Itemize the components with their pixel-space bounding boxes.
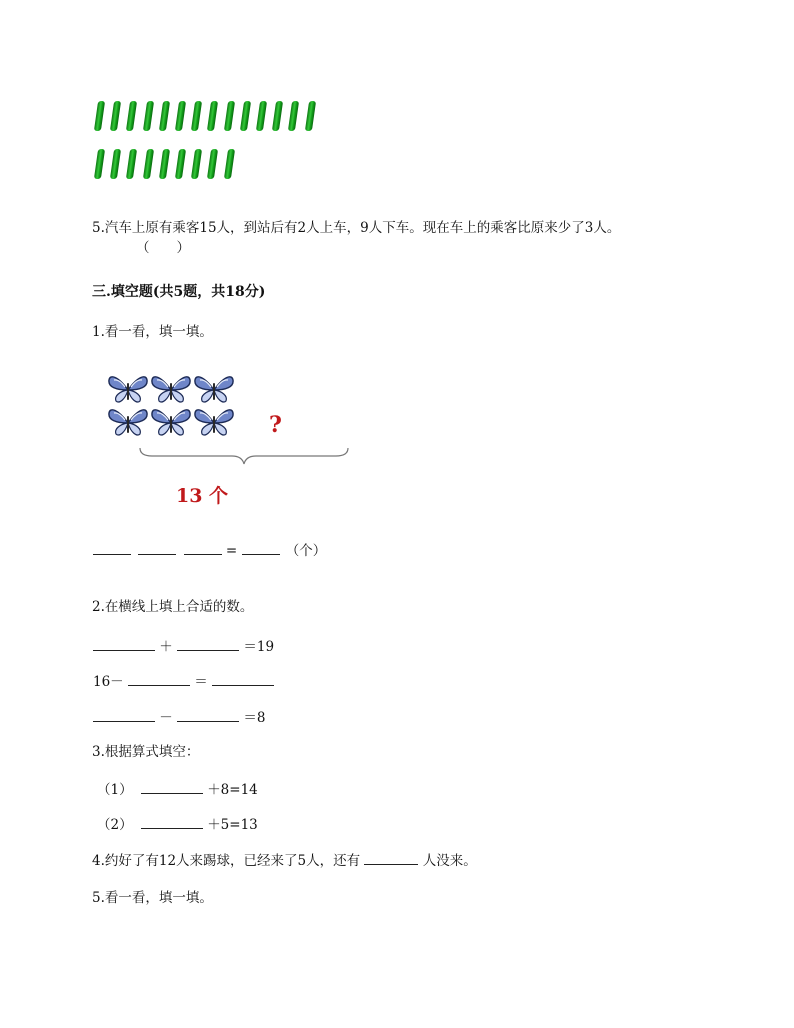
counting-stick: [223, 101, 234, 131]
equals-sign: =: [225, 543, 238, 559]
counting-stick: [223, 149, 234, 179]
fill-question-1: 1.看一看，填一填。: [92, 324, 213, 340]
fill-3-item-1: （1） ＋8=14: [97, 779, 258, 799]
judge-question-5: 5.汽车上原有乘客15人，到站后有2人上车，9人下车。现在车上的乘客比原来少了3人。: [92, 220, 621, 236]
fill-1-answer-row: [93, 540, 326, 560]
counting-stick: [142, 149, 153, 179]
fill-question-5: 5.看一看，填一填。: [92, 890, 213, 906]
answer-blank[interactable]: [177, 636, 239, 651]
counting-stick: [175, 101, 186, 131]
counting-stick: [126, 101, 137, 131]
answer-blank[interactable]: [141, 779, 203, 794]
counting-stick: [126, 149, 137, 179]
answer-blank[interactable]: [177, 707, 239, 722]
counting-stick: [110, 101, 121, 131]
fill-2-line-3: － ＝8: [93, 707, 265, 727]
counting-stick: [175, 149, 186, 179]
total-count-label: 13 个: [176, 485, 229, 507]
counting-stick: [256, 101, 267, 131]
unit-label: （个）: [285, 543, 327, 559]
butterfly-icon: [109, 410, 147, 435]
counting-stick: [207, 149, 218, 179]
answer-blank[interactable]: [93, 636, 155, 651]
fill-question-2: 2.在横线上填上合适的数。: [92, 599, 254, 615]
answer-blank[interactable]: [242, 540, 280, 555]
counting-stick: [142, 101, 153, 131]
answer-blank[interactable]: [93, 707, 155, 722]
butterfly-icon: [152, 377, 190, 402]
answer-blank[interactable]: [93, 540, 131, 555]
counting-stick: [191, 101, 202, 131]
section-title: 三.填空题(共5题，共18分): [92, 284, 266, 300]
answer-blank[interactable]: [141, 814, 203, 829]
fill-3-item-2: （2） ＋5=13: [97, 814, 258, 834]
butterfly-icon: [195, 377, 233, 402]
answer-blank[interactable]: [128, 671, 190, 686]
counting-stick: [191, 149, 202, 179]
question-mark: ?: [269, 412, 282, 438]
fill-2-line-2: 16－ ＝: [93, 671, 274, 691]
fill-2-line-1: ＋ ＝19: [93, 636, 274, 656]
counting-stick: [288, 101, 299, 131]
counting-stick: [304, 101, 315, 131]
butterfly-icons: [106, 372, 240, 438]
sticks-row-2: [96, 148, 246, 180]
counting-stick: [207, 101, 218, 131]
curly-brace: [138, 444, 350, 466]
counting-stick: [240, 101, 251, 131]
counting-stick: [272, 101, 283, 131]
fill-question-4: 4.约好了有12人来踢球，已经来了5人，还有 人没来。: [92, 850, 477, 870]
answer-blank[interactable]: [212, 671, 274, 686]
counting-stick: [94, 149, 105, 179]
answer-blank[interactable]: [364, 850, 418, 865]
counting-stick: [94, 101, 105, 131]
fill-question-3: 3.根据算式填空：: [92, 744, 200, 760]
answer-blank[interactable]: [184, 540, 222, 555]
butterfly-icon: [109, 377, 147, 402]
butterfly-icon: [195, 410, 233, 435]
answer-parentheses[interactable]: （ ）: [136, 240, 190, 256]
counting-stick: [159, 149, 170, 179]
answer-blank[interactable]: [138, 540, 176, 555]
counting-stick: [110, 149, 121, 179]
butterfly-icon: [152, 410, 190, 435]
counting-stick: [159, 101, 170, 131]
butterfly-group: [106, 372, 240, 438]
sticks-row-1: [96, 100, 326, 132]
